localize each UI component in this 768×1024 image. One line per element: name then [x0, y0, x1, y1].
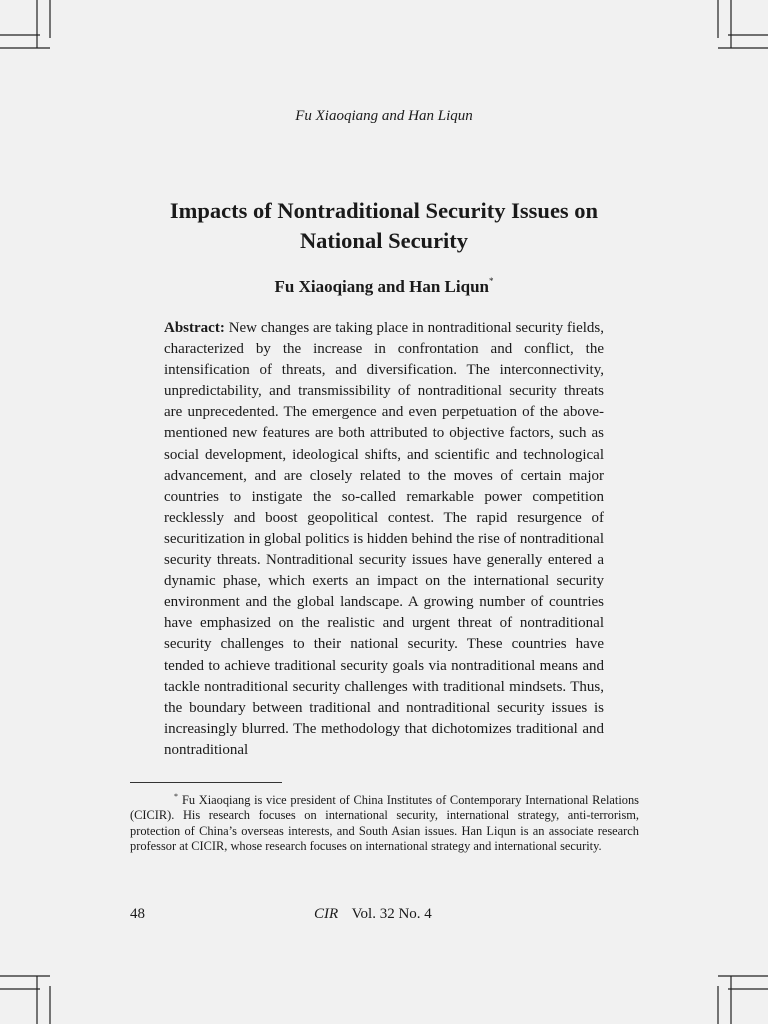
abstract-text: New changes are taking place in nontraditional security fields, characterized by the increase in confrontation and conflict, the intensification of threats, and diversification. The interconnectivity, unpredictability, and transmissibility of nontraditional security threats are unprecedented. The emergence and even perpetuation of the above-mentioned new features are both attributed to objective factors, such as social development, ideological shifts, and scientific and technological advancement, and are closely related to the moves of certain major countries to instigate the so-called remarkable power competition recklessly and boost geopolitical contest. The rapid resurgence of securitization in global politics is hidden behind the rise of nontraditional security threats. Nontraditional security issues have generally entered a dynamic phase, which exerts an impact on the international security environment and the global landscape. A growing number of countries have emphasized on the realistic and urgent threat of nontraditional security challenges to their national security. These countries have tended to achieve traditional security goals via nontraditional means and tackle nontraditional security challenges with traditional mindsets. Thus, the boundary between traditional and nontraditional security issues is increasingly blurred. The methodology that dichotomizes traditional and nontraditional [164, 320, 604, 758]
journal-info [314, 906, 432, 923]
journal-name: CIR [314, 906, 339, 922]
title-line-1: Impacts of Nontraditional Security Issues on [169, 198, 599, 223]
abstract-label: Abstract: [164, 320, 225, 336]
abstract [164, 318, 604, 761]
authors: Fu Xiaoqiang and Han Liqun [274, 277, 489, 296]
footnote-text: Fu Xiaoqiang is vice president of China Institutes of Contemporary International Relations (CICIR). His research focuses on international security, international strategy, anti-terrorism, protection of China’s overseas interests, and South Asian issues. Han Liqun is an associate research professor at CICIR, whose research focuses on international strategy and international security. [130, 793, 639, 854]
author-footnote-mark: * [488, 276, 494, 286]
volume-issue: Vol. 32 No. 4 [351, 906, 432, 922]
footnote [130, 789, 639, 855]
footnote-divider [130, 782, 282, 783]
author-line [0, 276, 768, 297]
title-line-2: National Security [299, 228, 469, 253]
footnote-mark: * [174, 792, 178, 801]
article-title [100, 196, 668, 256]
page-number: 48 [130, 906, 145, 922]
running-head: Fu Xiaoqiang and Han Liqun [295, 108, 473, 124]
